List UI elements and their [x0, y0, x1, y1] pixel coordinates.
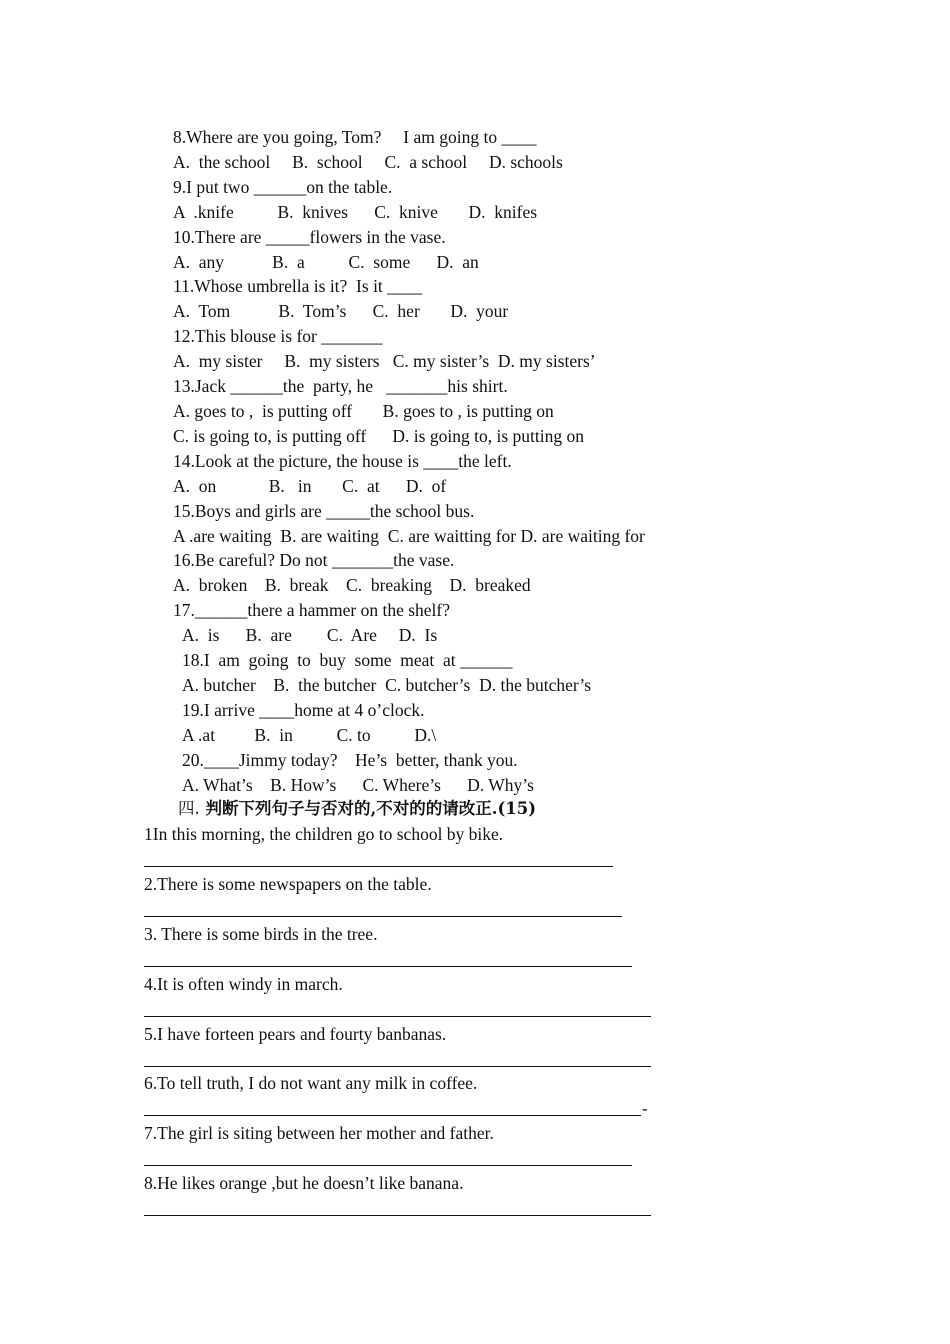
question-14: 14.Look at the picture, the house is ____the left.: [173, 451, 512, 471]
section-4-heading: [178, 799, 536, 819]
answer-line-5[interactable]: [144, 1066, 651, 1067]
section-4-number: 四.: [178, 799, 200, 818]
trailing-hyphen: -: [642, 1099, 648, 1118]
answer-line-7[interactable]: [144, 1165, 632, 1166]
answer-line-8[interactable]: [144, 1215, 651, 1216]
judge-sentence-3: 3. There is some birds in the tree.: [144, 924, 378, 944]
options-13a: A. goes to , is putting off B. goes to , is putting on: [173, 401, 554, 421]
judge-sentence-7: 7.The girl is siting between her mother and father.: [144, 1123, 494, 1143]
question-17: 17.______there a hammer on the shelf?: [173, 600, 450, 620]
options-19: A .at B. in C. to D.\: [182, 725, 437, 745]
options-20: A. What’s B. How’s C. Where’s D. Why’s: [182, 775, 534, 795]
question-18: 18.I am going to buy some meat at ______: [182, 650, 513, 670]
judge-sentence-4: 4.It is often windy in march.: [144, 974, 343, 994]
question-20: 20.____Jimmy today? He’s better, thank you.: [182, 750, 518, 770]
question-19: 19.I arrive ____home at 4 o’clock.: [182, 700, 425, 720]
question-8: 8.Where are you going, Tom? I am going to ____: [173, 127, 537, 147]
answer-line-1[interactable]: [144, 866, 613, 867]
options-11: A. Tom B. Tom’s C. her D. your: [173, 301, 509, 321]
options-12: A. my sister B. my sisters C. my sister’s D. my sisters’: [173, 351, 596, 371]
options-17: A. is B. are C. Are D. Is: [182, 625, 438, 645]
judge-sentence-8: 8.He likes orange ,but he doesn’t like banana.: [144, 1173, 464, 1193]
options-8: A. the school B. school C. a school D. schools: [173, 152, 563, 172]
options-16: A. broken B. break C. breaking D. breaked: [173, 575, 531, 595]
section-4-title: 判断下列句子与否对的,不对的的请改正.(15): [199, 799, 537, 818]
question-13: 13.Jack ______the party, he _______his shirt.: [173, 376, 508, 396]
answer-line-3[interactable]: [144, 966, 632, 967]
options-9: A .knife B. knives C. knive D. knifes: [173, 202, 538, 222]
judge-sentence-2: 2.There is some newspapers on the table.: [144, 874, 432, 894]
question-9: 9.I put two ______on the table.: [173, 177, 393, 197]
question-15: 15.Boys and girls are _____the school bus.: [173, 501, 475, 521]
question-10: 10.There are _____flowers in the vase.: [173, 227, 446, 247]
answer-line-6[interactable]: [144, 1115, 641, 1116]
judge-sentence-6: 6.To tell truth, I do not want any milk in coffee.: [144, 1073, 478, 1093]
options-18: A. butcher B. the butcher C. butcher’s D. the butcher’s: [182, 675, 592, 695]
question-11: 11.Whose umbrella is it? Is it ____: [173, 276, 423, 296]
options-13b: C. is going to, is putting off D. is going to, is putting on: [173, 426, 584, 446]
options-15: A .are waiting B. are waiting C. are waitting for D. are waiting for: [173, 526, 645, 546]
judge-sentence-5: 5.I have forteen pears and fourty banbanas.: [144, 1024, 447, 1044]
answer-line-4[interactable]: [144, 1016, 651, 1017]
question-12: 12.This blouse is for _______: [173, 326, 383, 346]
options-14: A. on B. in C. at D. of: [173, 476, 447, 496]
judge-sentence-1: 1In this morning, the children go to school by bike.: [144, 824, 504, 844]
answer-line-2[interactable]: [144, 916, 622, 917]
question-16: 16.Be careful? Do not _______the vase.: [173, 550, 455, 570]
options-10: A. any B. a C. some D. an: [173, 252, 479, 272]
